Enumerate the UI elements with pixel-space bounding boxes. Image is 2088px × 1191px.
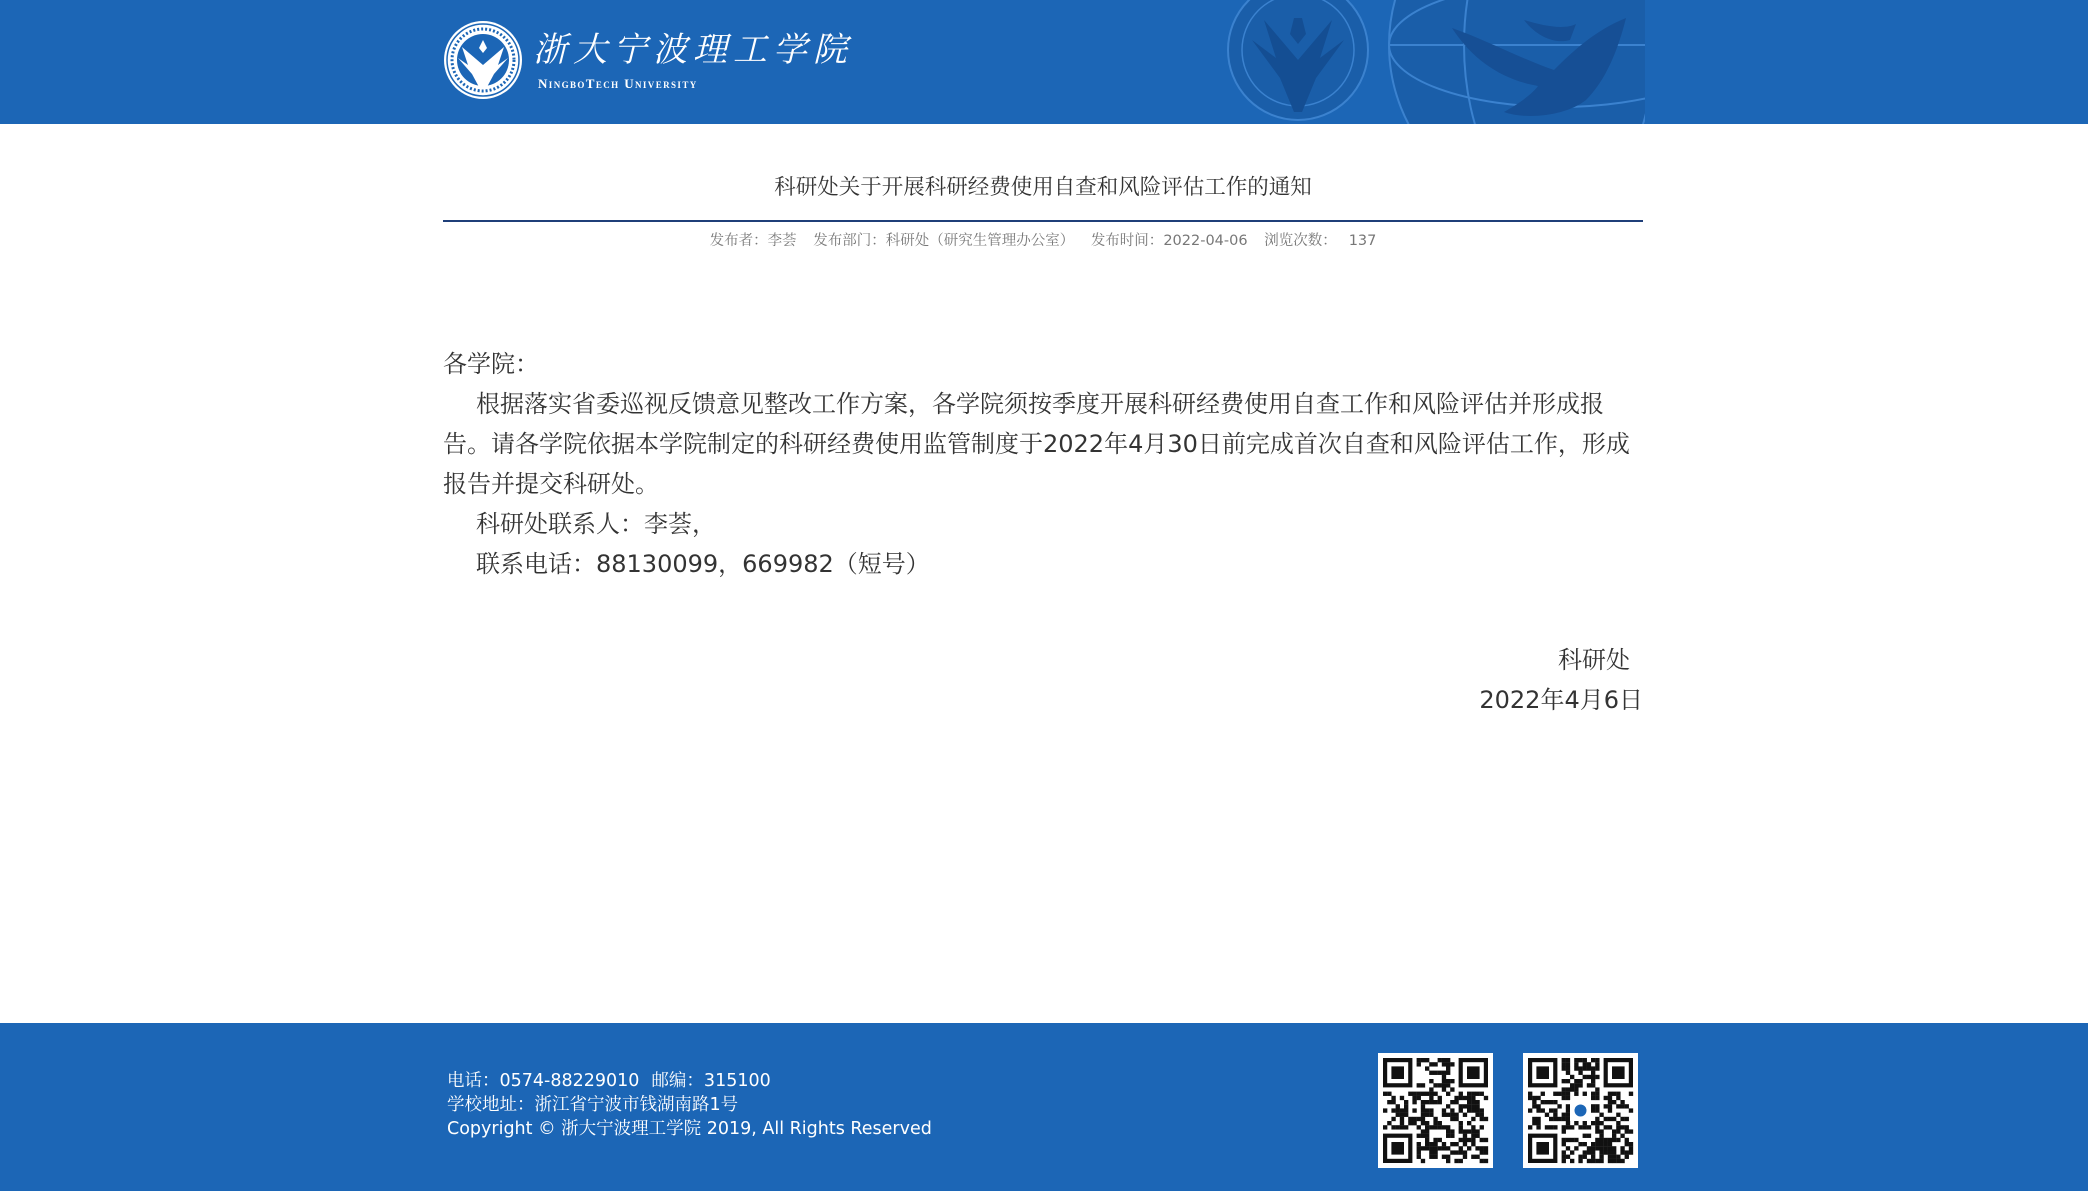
logo-text-english: NingboTech University (538, 76, 698, 91)
paragraph-line: 根据落实省委巡视反馈意见整改工作方案，各学院须按季度开展科研经费使用自查工作和风险评估并形成报 (476, 390, 1604, 418)
signature (443, 640, 1643, 720)
signature-department: 科研处 (1558, 646, 1630, 674)
meta-date-value: 2022-04-06 (1163, 233, 1248, 249)
meta-date-label: 发布时间： (1090, 233, 1164, 249)
article (443, 124, 1643, 1023)
article-title: 科研处关于开展科研经费使用自查和风险评估工作的通知 (774, 175, 1312, 200)
site-footer (0, 1023, 2088, 1191)
article-body (443, 344, 1643, 584)
site-header (0, 0, 2088, 124)
footer-phone: 电话：0574-88229010 (447, 1071, 640, 1091)
meta-publisher (710, 231, 797, 251)
paragraph-line: 报告并提交科研处。 (443, 470, 659, 498)
footer-info (447, 1069, 932, 1141)
meta-views-value: 137 (1348, 233, 1377, 249)
globe-phoenix-decoration-icon (1224, 0, 1645, 124)
qr-code-icon (1378, 1053, 1493, 1168)
meta-department-value: 科研处（研究生管理办公室） (885, 233, 1075, 249)
article-meta (443, 231, 1643, 251)
footer-postcode: 邮编：315100 (651, 1071, 771, 1091)
contact-person: 科研处联系人：李荟， (476, 510, 716, 538)
meta-date (1091, 231, 1248, 251)
logo-text-chinese: 浙大宁波理工学院 (533, 30, 853, 70)
university-logo-link[interactable] (443, 20, 863, 102)
university-emblem-icon (443, 20, 523, 100)
footer-contact-line (447, 1069, 932, 1093)
meta-department (813, 231, 1074, 251)
meta-views-label: 浏览次数： (1264, 233, 1337, 249)
meta-views (1264, 231, 1376, 251)
footer-copyright: Copyright © 浙大宁波理工学院 2019, All Rights Reserved (447, 1119, 932, 1139)
title-divider (443, 220, 1643, 222)
signature-date: 2022年4月6日 (1479, 686, 1643, 714)
meta-publisher-label: 发布者： (709, 233, 768, 249)
paragraph-line: 告。请各学院依据本学院制定的科研经费使用监管制度于2022年4月30日前完成首次自查和风险评估工作，形成 (443, 430, 1630, 458)
qr-code-icon (1523, 1053, 1638, 1168)
salutation: 各学院： (443, 350, 539, 378)
meta-publisher-value: 李荟 (767, 233, 797, 249)
contact-phone: 联系电话：88130099，669982（短号） (476, 550, 930, 578)
footer-address: 学校地址：浙江省宁波市钱湖南路1号 (447, 1095, 739, 1115)
meta-department-label: 发布部门： (813, 233, 886, 249)
